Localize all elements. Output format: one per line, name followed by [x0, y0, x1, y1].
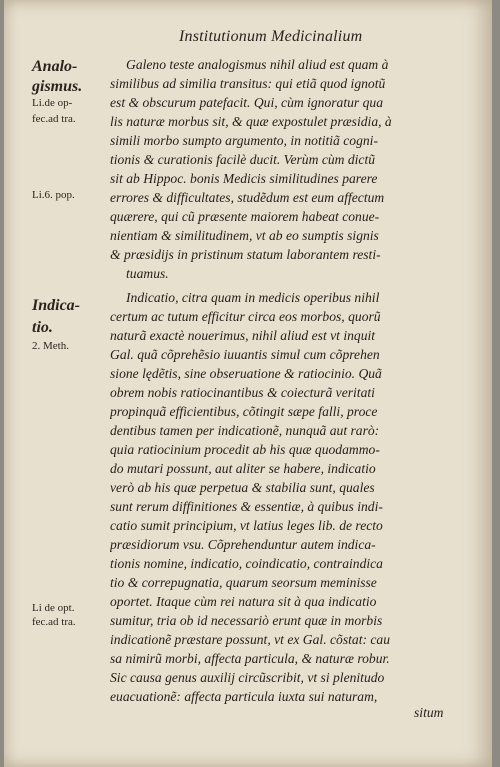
margin-note: Li.6. pop. — [32, 189, 75, 201]
body-line: verò ab his quæ perpetua & stabilia sunt, quales — [110, 480, 375, 495]
body-line: quærere, qui cũ præsente maiorem habeat conue- — [110, 209, 380, 224]
body-line: est & obscurum patefacit. Qui, cùm ignoratur qua — [110, 95, 383, 110]
body-line: simili morbo sumpto argumento, in notitiã cogni- — [110, 133, 378, 148]
body-line: tuamus. — [126, 266, 169, 281]
body-line: Indicatio, citra quam in medicis operibus nihil — [126, 290, 380, 305]
body-line: nientiam & similitudinem, vt ab eo sumptis signis — [110, 228, 379, 243]
margin-note: 2. Meth. — [32, 340, 69, 352]
margin-note: tio. — [32, 319, 53, 336]
margin-note: Analo- — [32, 58, 78, 75]
body-line: sione lędẽtis, sine obseruatione & ratiocinio. Quã — [110, 366, 382, 381]
body-line: sa nimirũ morbi, affecta particula, & naturæ robur. — [110, 651, 390, 666]
margin-note: Li.de op- — [32, 97, 73, 109]
body-line: Sic causa genus auxilij circũscribit, vt si plenitudo — [110, 670, 385, 685]
body-line: Galeno teste analogismus nihil aliud est quam à — [126, 57, 389, 72]
body-line: tionis & curationis facilè ducit. Verùm cùm dictũ — [110, 152, 376, 167]
body-line: errores & difficultates, studẽdum est eum affectum — [110, 190, 385, 205]
body-line: obrem nobis ratiocinantibus & coiecturã veritati — [110, 385, 375, 400]
body-line: naturã exactè nouerimus, nihil aliud est vt inquit — [110, 328, 376, 343]
body-line: præsidiorum vsu. Cõprehenduntur autem indica- — [110, 537, 376, 552]
margin-note: gismus. — [32, 78, 83, 95]
body-line: sit ab Hippoc. bonis Medicis similitudines parere — [110, 171, 378, 186]
body-line: do mutari possunt, aut aliter se habere, indicatio — [110, 461, 376, 476]
body-line: lis naturæ morbus sit, & quæ expostulet præsidia, à — [110, 114, 392, 129]
body-line: euacuationẽ: affecta particula iuxta sui naturam, — [110, 689, 378, 704]
body-line: indicationẽ præstare possunt, vt ex Gal. cõstat: cau — [110, 632, 391, 647]
body-line: certum ac tutum efficitur circa eos morbos, quorũ — [110, 309, 381, 324]
body-line: Gal. quã cõprehẽsio iuuantis simul cum cõprehen — [110, 347, 380, 362]
margin-note: Li de opt. — [32, 602, 75, 614]
body-line: sumitur, tria ob id necessariò erunt quæ in morbis — [110, 613, 383, 628]
book-page — [4, 0, 492, 767]
running-head: Institutionum Medicinalium — [179, 28, 363, 45]
body-line: sunt rerum diffinitiones & essentiæ, à quibus indi- — [110, 499, 383, 514]
body-line: & præsidijs in pristinum statum laborantem resti- — [110, 247, 381, 262]
body-line: quia ratiocinium procedit ab his quæ quodammo- — [110, 442, 380, 457]
body-line: tio & correpugnatia, quarum seorsum meminisse — [110, 575, 377, 590]
margin-note: Indica- — [32, 297, 80, 314]
body-line: oportet. Itaque cùm rei natura sit à qua indicatio — [110, 594, 377, 609]
catchword: situm — [414, 705, 444, 720]
margin-note: fec.ad tra. — [32, 113, 76, 125]
body-line: catio sumit principium, vt latius leges lib. de recto — [110, 518, 383, 533]
body-line: dentibus tamen per indicationẽ, nunquã aut rarò: — [110, 423, 380, 438]
body-line: tionis nomine, indicatio, coindicatio, contraindica — [110, 556, 383, 571]
body-line: similibus ad similia transitus: qui etiã quod ignotũ — [110, 76, 386, 91]
body-line: propinquã efficientibus, cõtingit sæpe falli, proce — [110, 404, 378, 419]
margin-note: fec.ad tra. — [32, 616, 76, 628]
